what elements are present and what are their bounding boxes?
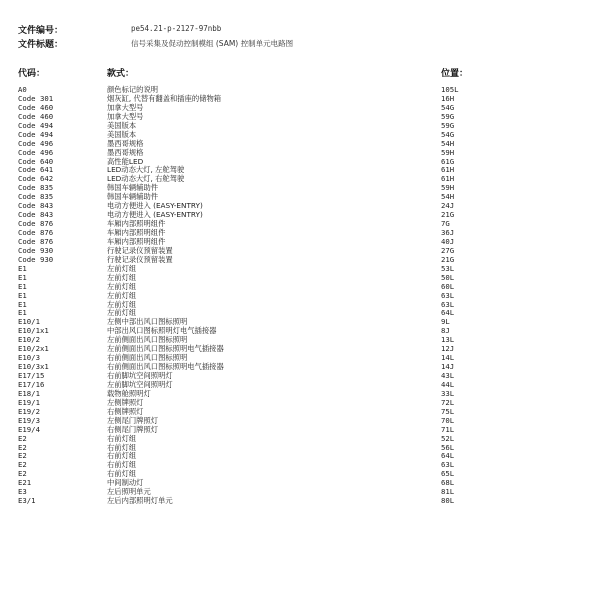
table-row: [0, 372, 599, 381]
row-code: Code 640: [18, 156, 54, 166]
row-code: E17/15: [18, 371, 45, 380]
table-row: [0, 229, 599, 238]
row-code: E10/1: [18, 317, 40, 327]
row-position: 12J: [441, 344, 455, 354]
row-code: E19/2: [18, 406, 40, 416]
column-header-position: 位置：: [441, 69, 469, 79]
row-position: 54H: [441, 192, 455, 202]
row-code: Code 460: [18, 102, 54, 112]
row-description: 右前侧面出风口图标照明: [107, 353, 188, 363]
row-description: 左前灯组: [107, 272, 137, 282]
row-position: 7G: [441, 219, 450, 229]
row-description: 车厢内部照明组件: [107, 236, 166, 246]
table-row: [0, 336, 599, 345]
row-position: 16H: [441, 93, 455, 103]
row-position: 71L: [441, 424, 455, 434]
row-position: 61H: [441, 165, 455, 175]
table-row: [0, 113, 599, 122]
row-description: 韩国车辆辅助件: [107, 183, 159, 193]
table-row: [0, 211, 599, 220]
row-description: 颜色标记的说明: [107, 85, 159, 94]
table-row: [0, 202, 599, 211]
row-description: 左后照明单元: [107, 487, 151, 497]
table-row: [0, 408, 599, 417]
table-row: [0, 444, 599, 453]
row-description: 韩国车辆辅助件: [107, 192, 159, 202]
row-position: 27G: [441, 245, 455, 255]
table-row: [0, 265, 599, 274]
row-position: 59H: [441, 183, 455, 193]
table-row: [0, 309, 599, 318]
row-code: Code 876: [18, 228, 54, 237]
row-description: 墨西哥规格: [107, 147, 144, 157]
table-row: [0, 140, 599, 149]
table-row: [0, 184, 599, 193]
table-row: [0, 122, 599, 131]
row-description: 中间制动灯: [107, 478, 144, 488]
row-position: 68L: [441, 478, 455, 488]
row-position: 75L: [441, 406, 455, 416]
row-code: E10/2: [18, 335, 40, 345]
row-code: E19/4: [18, 424, 40, 434]
table-row: [0, 131, 599, 140]
row-code: E2: [18, 460, 27, 470]
row-code: Code 930: [18, 254, 54, 264]
row-description: 中部出风口图标照明灯电气插接器: [107, 326, 217, 336]
row-code: E1: [18, 308, 27, 318]
row-description: 行驶记录仪预留装置: [107, 254, 173, 264]
table-row: [0, 461, 599, 470]
table-row: [0, 238, 599, 247]
row-position: 61H: [441, 174, 455, 184]
row-code: E2: [18, 451, 27, 461]
row-description: 左前灯组: [107, 263, 137, 273]
row-description: 右侧牌照灯: [107, 406, 144, 416]
doc-number-label: 文件编号：: [18, 26, 64, 36]
table-row: [0, 435, 599, 444]
row-position: 24J: [441, 201, 455, 211]
table-row: [0, 390, 599, 399]
row-code: E17/16: [18, 379, 45, 389]
row-position: 33L: [441, 388, 455, 398]
row-description: 左后内部照明灯单元: [107, 496, 173, 506]
row-position: 36J: [441, 228, 455, 237]
row-code: E10/2x1: [18, 344, 49, 354]
row-position: 56L: [441, 442, 455, 452]
row-position: 59G: [441, 120, 455, 130]
row-description: 左前侧面出风口图标照明: [107, 335, 188, 345]
row-position: 70L: [441, 415, 455, 425]
table-row: [0, 166, 599, 175]
row-position: 105L: [441, 85, 459, 94]
row-code: E19/3: [18, 415, 40, 425]
table-row: [0, 86, 599, 95]
row-description: 美国版本: [107, 129, 137, 139]
row-description: 右前侧面出风口图标照明电气插接器: [107, 362, 224, 372]
row-position: 64L: [441, 308, 455, 318]
table-row: [0, 488, 599, 497]
column-header-code: 代码：: [18, 69, 46, 79]
row-code: E1: [18, 299, 27, 309]
row-code: Code 496: [18, 147, 54, 157]
table-row: [0, 292, 599, 301]
table-row: [0, 345, 599, 354]
row-code: E21: [18, 478, 32, 488]
table-row: [0, 417, 599, 426]
row-description: 美国版本: [107, 120, 137, 130]
table-row: [0, 327, 599, 336]
table-row: [0, 479, 599, 488]
table-row: [0, 301, 599, 310]
row-code: Code 494: [18, 120, 54, 130]
row-description: 左前灯组: [107, 308, 137, 318]
table-row: [0, 497, 599, 506]
row-position: 64L: [441, 451, 455, 461]
row-code: E3/1: [18, 496, 36, 506]
row-description: 载物舱照明灯: [107, 388, 151, 398]
row-position: 8J: [441, 326, 450, 336]
row-code: Code 835: [18, 183, 54, 193]
row-code: Code 496: [18, 138, 54, 148]
table-row: [0, 256, 599, 265]
row-description: 右前灯组: [107, 442, 137, 452]
row-code: A0: [18, 85, 27, 94]
row-position: 63L: [441, 290, 455, 300]
row-position: 54G: [441, 129, 455, 139]
row-position: 14L: [441, 353, 455, 363]
row-code: Code 843: [18, 201, 54, 211]
row-code: E3: [18, 487, 27, 497]
column-header-desc: 款式：: [107, 69, 135, 79]
row-description: 右侧尾门牌照灯: [107, 424, 159, 434]
row-description: 烟灰缸, 代替有翻盖和插座的储物箱: [107, 93, 222, 103]
table-row: [0, 399, 599, 408]
row-code: E2: [18, 469, 27, 479]
row-description: LED动态大灯, 右舵驾驶: [107, 174, 185, 184]
table-row: [0, 158, 599, 167]
row-position: 9L: [441, 317, 450, 327]
doc-title-label: 文件标题：: [18, 40, 64, 50]
row-position: 13L: [441, 335, 455, 345]
row-code: Code 641: [18, 165, 54, 175]
row-description: 右前灯组: [107, 460, 137, 470]
row-code: E18/1: [18, 388, 40, 398]
row-position: 63L: [441, 460, 455, 470]
row-position: 61G: [441, 156, 455, 166]
row-code: Code 843: [18, 210, 54, 220]
row-description: 左侧牌照灯: [107, 397, 144, 407]
row-description: 左侧尾门牌照灯: [107, 415, 159, 425]
row-code: Code 930: [18, 245, 54, 255]
row-position: 21G: [441, 254, 455, 264]
row-description: 加拿大型号: [107, 111, 144, 121]
table-row: [0, 175, 599, 184]
row-description: 右前脚坑空间照明灯: [107, 371, 173, 380]
table-row: [0, 247, 599, 256]
row-code: E1: [18, 263, 27, 273]
table-row: [0, 283, 599, 292]
table-row: [0, 452, 599, 461]
row-description: 右前灯组: [107, 451, 137, 461]
row-code: E10/3x1: [18, 362, 49, 372]
row-description: 车厢内部照明组件: [107, 219, 166, 229]
row-code: Code 876: [18, 219, 54, 229]
table-row: [0, 363, 599, 372]
row-position: 21G: [441, 210, 455, 220]
row-description: 左前侧面出风口图标照明电气插接器: [107, 344, 224, 354]
row-description: 墨西哥规格: [107, 138, 144, 148]
doc-number-value: pe54.21-p-2127-97nbb: [131, 24, 222, 33]
row-description: 电动方便进入 (EASY-ENTRY): [107, 210, 203, 220]
row-code: E10/1x1: [18, 326, 49, 336]
row-code: Code 494: [18, 129, 54, 139]
row-description: 电动方便进入 (EASY-ENTRY): [107, 201, 203, 211]
row-description: 行驶记录仪预留装置: [107, 245, 173, 255]
table-row: [0, 354, 599, 363]
table-row: [0, 95, 599, 104]
table-row: [0, 220, 599, 229]
row-code: Code 876: [18, 236, 54, 246]
row-description: 车厢内部照明组件: [107, 228, 166, 237]
row-position: 59G: [441, 111, 455, 121]
component-list: [0, 86, 599, 506]
row-code: Code 460: [18, 111, 54, 121]
row-position: 63L: [441, 299, 455, 309]
row-code: E10/3: [18, 353, 40, 363]
row-position: 80L: [441, 496, 455, 506]
row-description: 左前脚坑空间照明灯: [107, 379, 173, 389]
row-description: 右前灯组: [107, 433, 137, 443]
row-position: 59H: [441, 147, 455, 157]
row-position: 52L: [441, 433, 455, 443]
row-code: Code 642: [18, 174, 54, 184]
row-description: 左侧中部出风口图标照明: [107, 317, 188, 327]
row-description: 高性能LED: [107, 156, 144, 166]
row-position: 65L: [441, 469, 455, 479]
row-position: 43L: [441, 371, 455, 380]
table-row: [0, 318, 599, 327]
row-description: LED动态大灯, 左舵驾驶: [107, 165, 185, 175]
row-position: 50L: [441, 272, 455, 282]
row-position: 54H: [441, 138, 455, 148]
row-position: 54G: [441, 102, 455, 112]
row-code: E2: [18, 433, 27, 443]
table-row: [0, 381, 599, 390]
row-position: 40J: [441, 236, 455, 246]
row-position: 60L: [441, 281, 455, 291]
table-row: [0, 149, 599, 158]
table-row: [0, 104, 599, 113]
row-code: E1: [18, 281, 27, 291]
row-position: 14J: [441, 362, 455, 372]
row-code: Code 835: [18, 192, 54, 202]
row-description: 加拿大型号: [107, 102, 144, 112]
row-description: 左前灯组: [107, 281, 137, 291]
row-code: E2: [18, 442, 27, 452]
doc-title-value: 信号采集及促动控制模组 (SAM) 控制单元电路图: [131, 39, 294, 48]
row-description: 左前灯组: [107, 290, 137, 300]
table-row: [0, 470, 599, 479]
table-row: [0, 426, 599, 435]
row-code: Code 301: [18, 93, 54, 103]
row-position: 81L: [441, 487, 455, 497]
row-code: E1: [18, 272, 27, 282]
row-code: E19/1: [18, 397, 40, 407]
row-position: 72L: [441, 397, 455, 407]
row-position: 53L: [441, 263, 455, 273]
row-description: 左前灯组: [107, 299, 137, 309]
row-position: 44L: [441, 379, 455, 389]
row-description: 右前灯组: [107, 469, 137, 479]
table-row: [0, 193, 599, 202]
table-row: [0, 274, 599, 283]
row-code: E1: [18, 290, 27, 300]
